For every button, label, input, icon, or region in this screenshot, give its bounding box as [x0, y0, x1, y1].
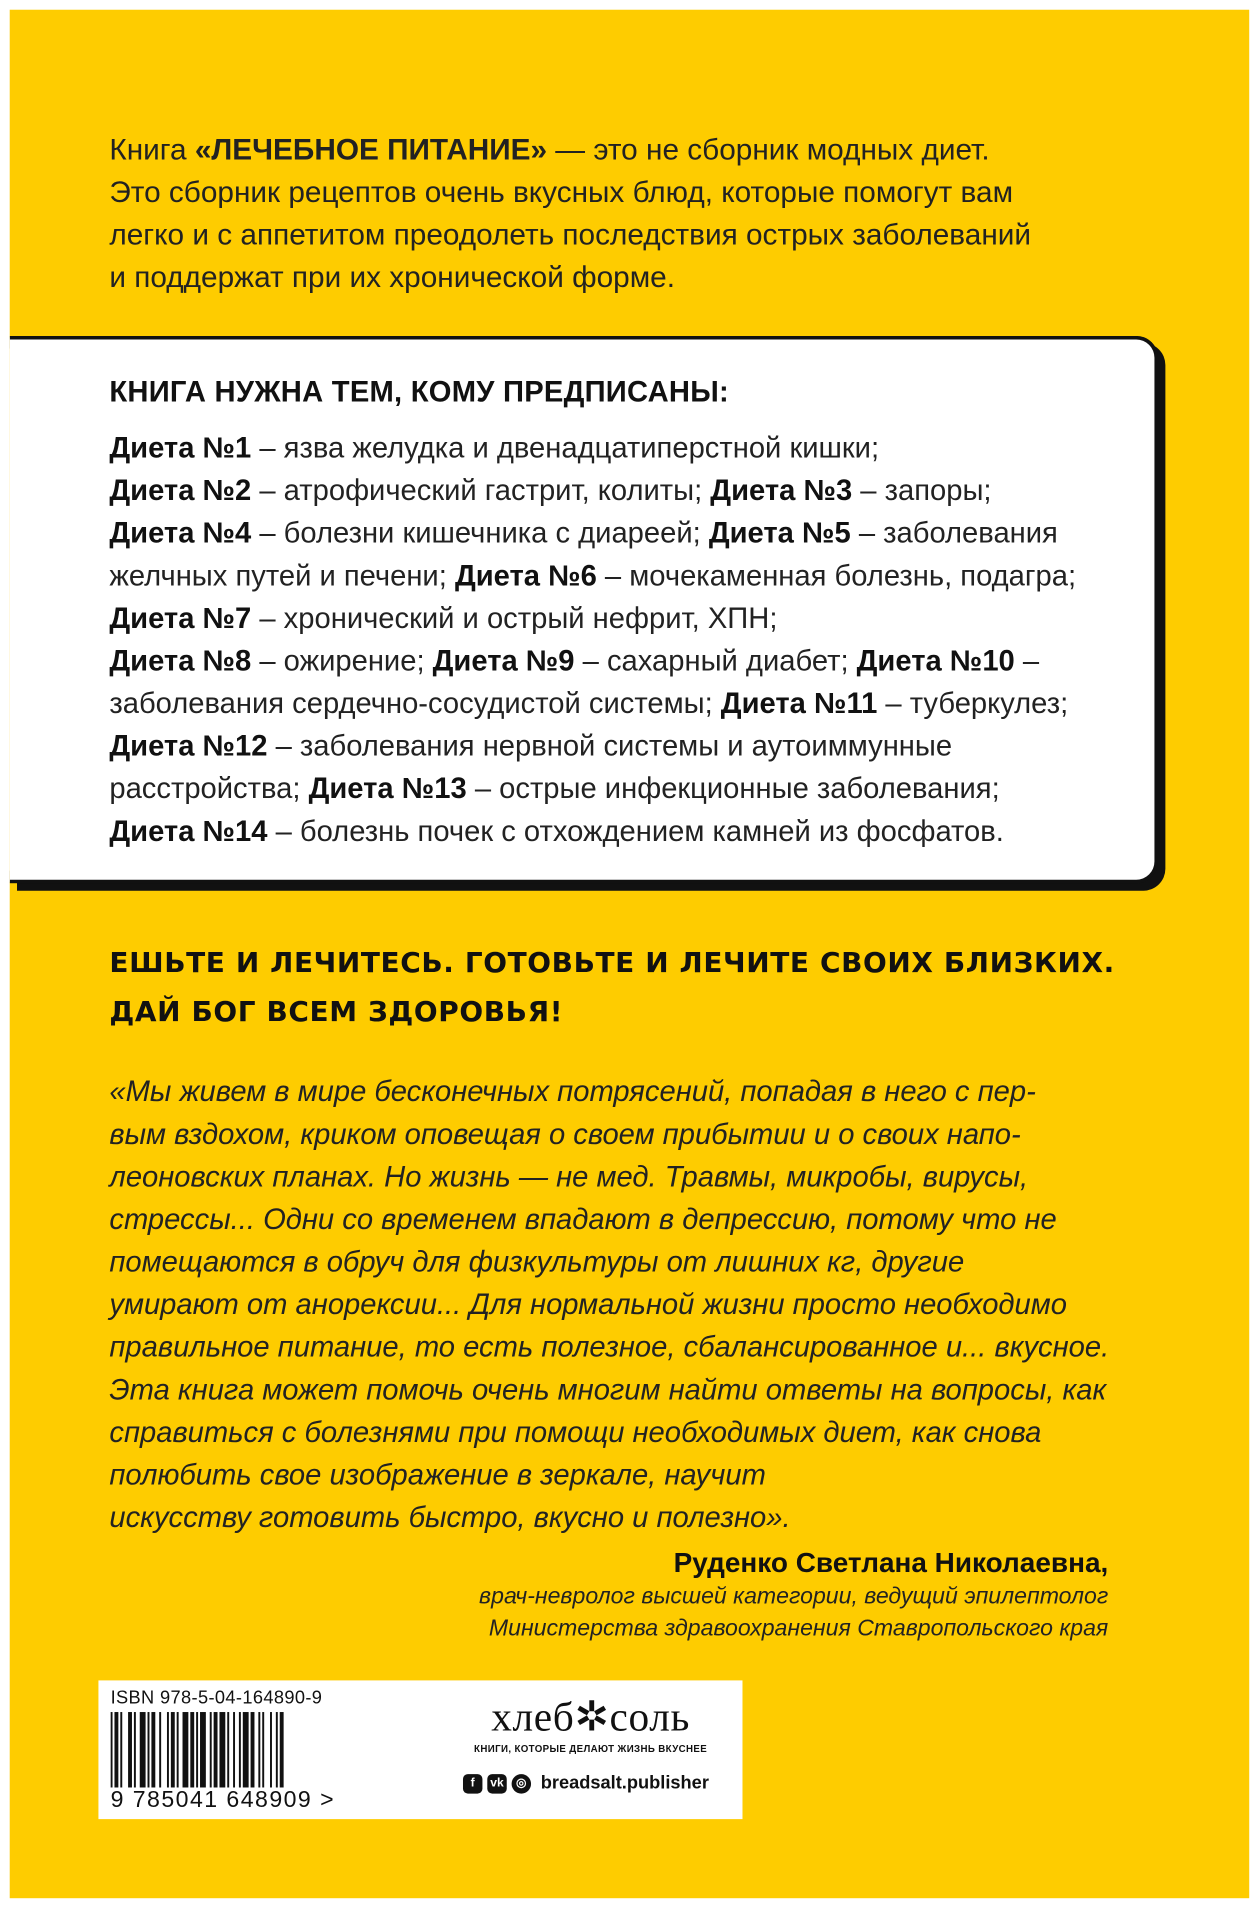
barcode-bar	[214, 1712, 218, 1787]
diet-description: – атрофический гастрит, колиты;	[251, 474, 711, 508]
quote-line: помещаются в обруч для физкультуры от лишних кг, другие	[109, 1246, 965, 1279]
intro-line: Это сборник рецептов очень вкусных блюд, которые помогут вам	[109, 176, 1014, 210]
barcode-bar	[200, 1712, 206, 1787]
barcode-bar	[219, 1712, 225, 1787]
diet-label: Диета №12	[109, 730, 268, 763]
quote-line: стрессы... Одни со временем впадают в депрессию, потому что не	[109, 1203, 1057, 1237]
diet-description: – туберкулез;	[877, 687, 1069, 721]
slogan-line: ЕШЬТЕ И ЛЕЧИТЕСЬ. ГОТОВЬТЕ И ЛЕЧИТЕ СВОИХ БЛИЗКИХ.	[109, 947, 1115, 980]
author-name: Руденко Светлана Николаевна,	[673, 1546, 1109, 1579]
barcode-bar	[114, 1712, 118, 1787]
author-role: врач-невролог высшей категории, ведущий эпилептолог	[479, 1584, 1109, 1610]
diet-label: Диета №7	[109, 602, 252, 636]
publisher-logo	[451, 1695, 730, 1755]
barcode-bar	[159, 1712, 161, 1787]
book-title: «ЛЕЧЕБНОЕ ПИТАНИЕ»	[194, 133, 548, 167]
publisher-logo-wordmark: хлеб✲соль	[491, 1695, 690, 1741]
diet-description: – заболевания нервной системы и аутоиммунные расстройства;	[109, 730, 953, 806]
publisher-handle: breadsalt.publisher	[540, 1772, 709, 1794]
diet-label: Диета №1	[109, 431, 252, 465]
quote-line: полюбить свое изображение в зеркале, научит	[109, 1458, 766, 1492]
barcode-bar	[258, 1712, 260, 1787]
barcode-bar	[210, 1712, 212, 1787]
isbn-label: ISBN 978-5-04-164890-9	[110, 1687, 323, 1709]
diet-label: Диета №9	[432, 644, 575, 678]
diet-label: Диета №3	[710, 474, 853, 508]
slogan	[109, 939, 1154, 1036]
diet-description: – мочекаменная болезнь, подагра;	[596, 559, 1077, 593]
barcode-bar	[134, 1712, 136, 1787]
barcode-bar	[276, 1712, 278, 1787]
diet-description: – запоры;	[852, 474, 992, 508]
diet-description: – заболевания желчных путей и печени;	[109, 517, 1058, 593]
intro-paragraph	[109, 129, 1154, 299]
barcode-bar	[251, 1712, 255, 1787]
quote-line: правильное питание, то есть полезное, сбалансированное и... вкусное.	[109, 1331, 1110, 1365]
quote-attribution	[258, 1543, 1109, 1645]
barcode-bar	[120, 1712, 122, 1787]
instagram-icon: ◎	[512, 1773, 531, 1792]
diet-list-heading: КНИГА НУЖНА ТЕМ, КОМУ ПРЕДПИСАНЫ:	[109, 375, 729, 409]
quote-line: искусству готовить быстро, вкусно и полезно».	[109, 1501, 791, 1535]
diet-label: Диета №8	[109, 644, 252, 678]
quote-line: Эта книга может помочь очень многим найти ответы на вопросы, как	[109, 1373, 1107, 1407]
barcode-bar	[227, 1712, 229, 1787]
barcode-bar	[239, 1712, 241, 1787]
barcode-bar	[233, 1712, 235, 1787]
diet-label: Диета №4	[109, 517, 252, 550]
barcode-bar	[183, 1712, 189, 1787]
diet-label: Диета №13	[308, 772, 467, 806]
diet-list-text	[109, 427, 1118, 853]
diet-description: – ожирение;	[251, 644, 433, 678]
intro-text-end: — это не сборник модных диет.	[547, 133, 990, 167]
publisher-tagline: КНИГИ, КОТОРЫЕ ДЕЛАЮТ ЖИЗНЬ ВКУСНЕЕ	[474, 1743, 708, 1755]
author-organization: Министерства здравоохранения Ставропольского края	[488, 1615, 1109, 1642]
quote-line: умирают от анорексии... Для нормальной жизни просто необходимо	[109, 1288, 1067, 1322]
quote-line: вым вздохом, криком оповещая о своем прибытии и о своих напо-	[109, 1118, 1021, 1152]
diet-description: – болезни кишечника с диареей;	[251, 517, 709, 550]
barcode-bar	[171, 1712, 175, 1787]
diet-description: – сахарный диабет;	[574, 644, 857, 678]
slogan-line: ДАЙ БОГ ВСЕМ ЗДОРОВЬЯ!	[109, 996, 564, 1029]
social-links	[463, 1773, 709, 1794]
diet-description: – заболевания сердечно-сосудистой системы;	[109, 644, 1040, 721]
barcode-bar	[270, 1712, 272, 1787]
barcode-bar	[148, 1712, 150, 1787]
vk-icon: vk	[487, 1773, 506, 1792]
book-back-cover	[10, 10, 1250, 1898]
barcode-bar	[280, 1712, 284, 1787]
diet-list-box	[10, 336, 1158, 884]
barcode-bar	[243, 1712, 249, 1787]
barcode-bar	[111, 1712, 113, 1787]
diet-description: – язва желудка и двенадцатиперстной кишки;	[251, 431, 880, 465]
quote-line: «Мы живем в мире бесконечных потрясений, попадая в него с пер-	[109, 1075, 1036, 1109]
barcode-bar	[177, 1712, 179, 1787]
diet-label: Диета №10	[856, 644, 1015, 678]
barcode-bar	[128, 1712, 132, 1787]
barcode-bar	[167, 1712, 169, 1787]
intro-text-start: Книга	[109, 133, 195, 167]
diet-label: Диета №2	[109, 474, 252, 508]
diet-description: – острые инфекционные заболевания;	[466, 772, 1000, 806]
facebook-icon: f	[463, 1773, 482, 1792]
diet-label: Диета №5	[708, 517, 851, 550]
barcode-bar	[262, 1712, 264, 1787]
barcode-icon	[111, 1712, 390, 1787]
intro-line: и поддержат при их хронической форме.	[109, 261, 676, 295]
quote-line: леоновских планах. Но жизнь — не мед. Травмы, микробы, вирусы,	[109, 1160, 1029, 1194]
barcode-bar	[140, 1712, 146, 1787]
testimonial-quote	[109, 1071, 1154, 1539]
diet-description: – хронический и острый нефрит, ХПН;	[251, 602, 778, 636]
barcode-bar	[196, 1712, 198, 1787]
diet-label: Диета №11	[720, 687, 878, 721]
barcode-bar	[151, 1712, 155, 1787]
intro-line: легко и с аппетитом преодолеть последствия острых заболеваний	[109, 219, 1032, 252]
barcode-panel	[98, 1680, 742, 1819]
diet-description: – болезнь почек с отхождением камней из фосфатов.	[267, 815, 1004, 849]
quote-line: справиться с болезнями при помощи необходимых диет, как снова	[109, 1416, 1042, 1450]
diet-label: Диета №6	[454, 559, 597, 593]
barcode-bar	[190, 1712, 194, 1787]
diet-label: Диета №14	[109, 815, 268, 849]
barcode-digits: 9 785041 648909 >	[110, 1787, 336, 1814]
